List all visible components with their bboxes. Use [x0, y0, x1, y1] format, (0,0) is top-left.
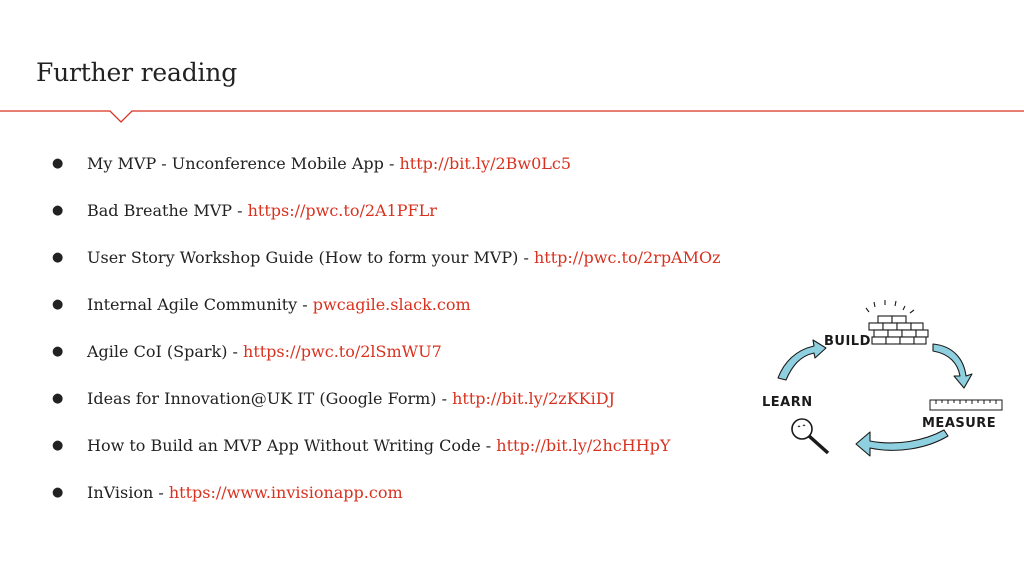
bullet-icon: ●	[52, 391, 64, 406]
item-text: My MVP - Unconference Mobile App -	[87, 154, 400, 173]
list-item	[52, 293, 721, 340]
item-link[interactable]: http://bit.ly/2hcHHpY	[496, 436, 671, 455]
bullet-icon: ●	[52, 344, 64, 359]
bullet-icon: ●	[52, 438, 64, 453]
diagram-label-build: BUILD	[824, 334, 871, 349]
list-item	[52, 387, 721, 434]
magnifier-icon	[792, 419, 828, 453]
bullet-icon: ●	[52, 485, 64, 500]
build-measure-learn-diagram	[748, 296, 1014, 468]
item-link[interactable]: https://www.invisionapp.com	[168, 483, 403, 502]
item-link[interactable]: http://pwc.to/2rpAMOz	[533, 248, 721, 267]
item-link[interactable]: http://bit.ly/2zKKiDJ	[452, 389, 615, 408]
item-link[interactable]: https://pwc.to/2lSmWU7	[243, 342, 442, 361]
list-item	[52, 152, 721, 199]
item-link[interactable]: pwcagile.slack.com	[312, 295, 471, 314]
bullet-icon: ●	[52, 203, 64, 218]
ruler-icon	[930, 400, 1002, 410]
bullet-icon: ●	[52, 297, 64, 312]
bullet-icon: ●	[52, 250, 64, 265]
item-link[interactable]: http://bit.ly/2Bw0Lc5	[399, 154, 572, 173]
diagram-label-measure: MEASURE	[922, 416, 997, 431]
item-text: Ideas for Innovation@UK IT (Google Form) -	[87, 389, 453, 408]
item-text: User Story Workshop Guide (How to form your MVP) -	[87, 248, 534, 267]
brick-wall-icon	[866, 300, 928, 344]
list-item	[52, 340, 721, 387]
list-item	[52, 246, 721, 293]
list-item	[52, 481, 721, 528]
item-text: How to Build an MVP App Without Writing Code -	[87, 436, 497, 455]
diagram-label-learn: LEARN	[762, 395, 813, 410]
item-text: Agile CoI (Spark) -	[87, 342, 244, 361]
item-text: Bad Breathe MVP -	[87, 201, 248, 220]
bullet-icon: ●	[52, 156, 64, 171]
item-link[interactable]: https://pwc.to/2A1PFLr	[247, 201, 437, 220]
item-text: Internal Agile Community -	[87, 295, 313, 314]
further-reading-list	[52, 152, 721, 528]
list-item	[52, 434, 721, 481]
slide-title: Further reading	[36, 58, 237, 87]
title-divider	[0, 105, 1024, 129]
item-text: InVision -	[87, 483, 169, 502]
list-item	[52, 199, 721, 246]
